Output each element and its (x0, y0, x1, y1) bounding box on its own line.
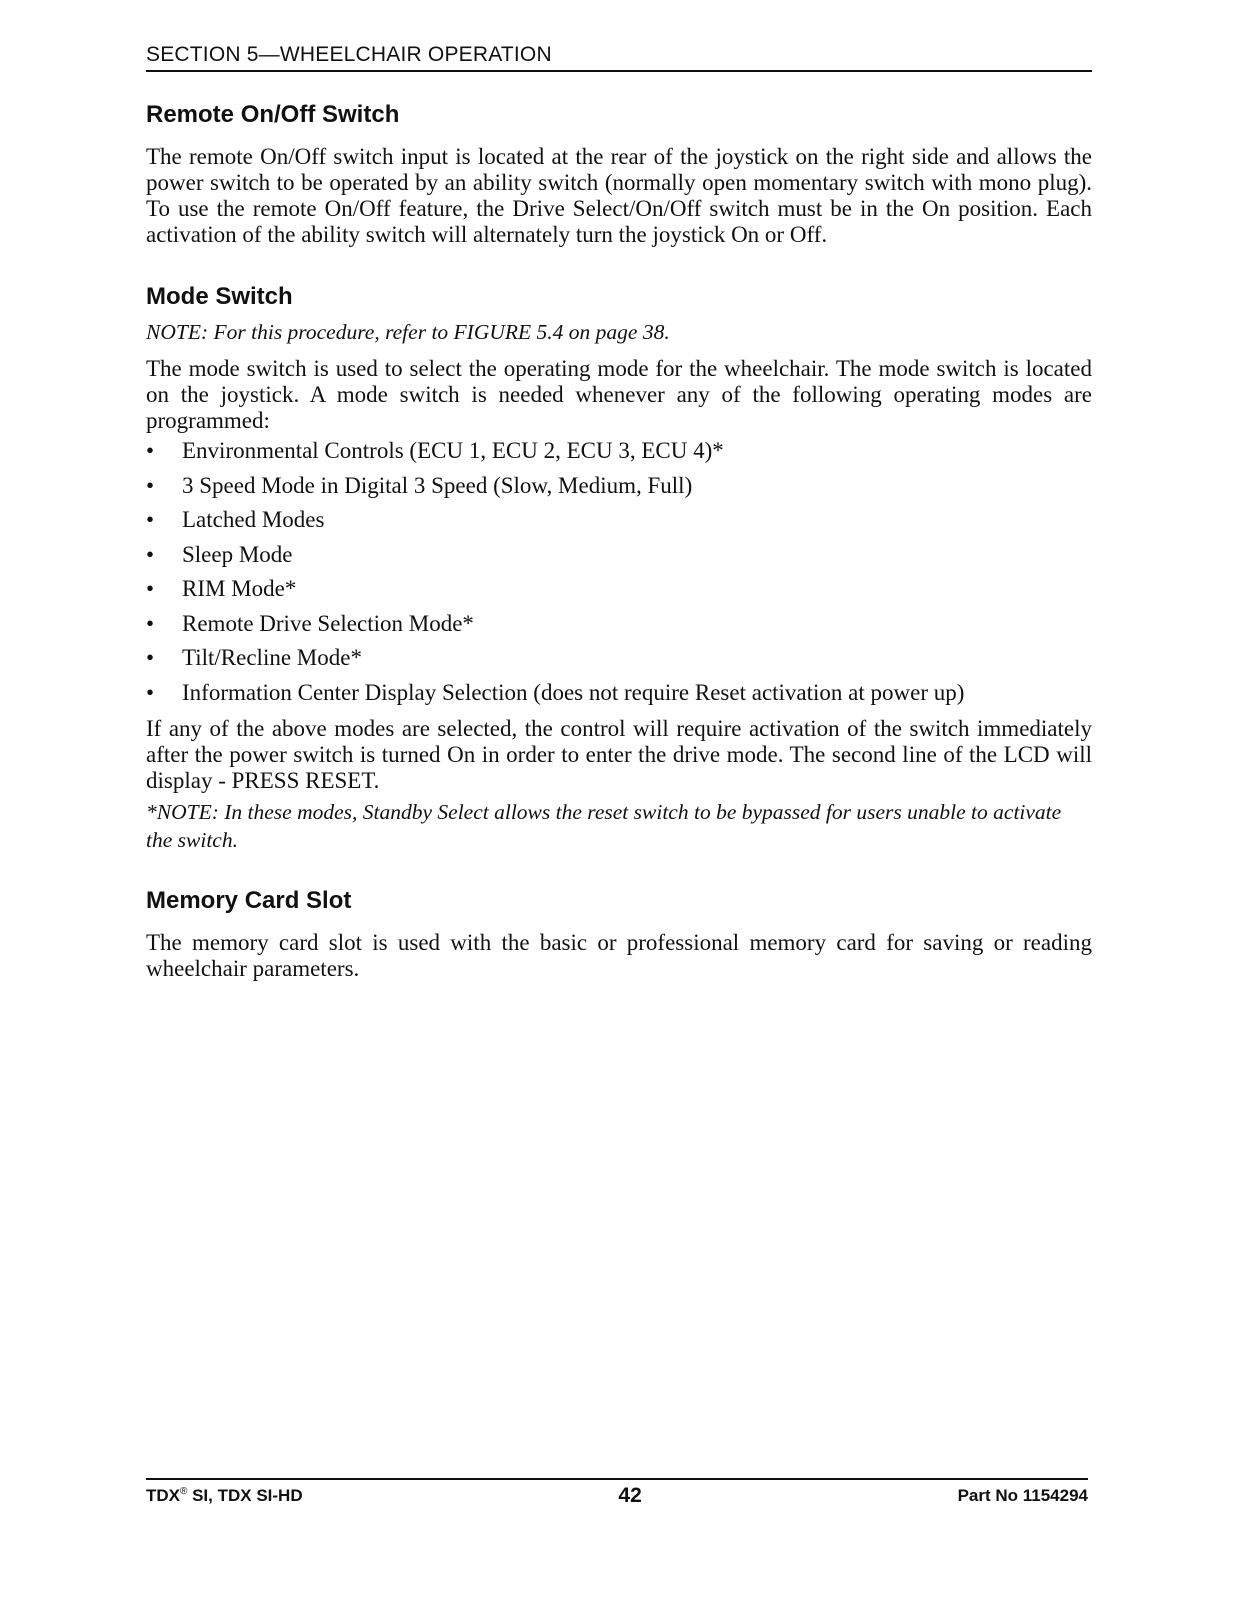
section-memory-card (146, 884, 1092, 982)
mode-switch-heading: Mode Switch (146, 283, 293, 310)
section-title: SECTION 5—WHEELCHAIR OPERATION (146, 43, 552, 66)
list-item-text: Environmental Controls (ECU 1, ECU 2, ECU 3, ECU 4)* (182, 438, 724, 463)
mode-list (146, 438, 1092, 706)
list-item-text: Sleep Mode (182, 541, 293, 567)
list-item (146, 438, 1092, 464)
list-item (146, 680, 1092, 706)
footer-product (146, 1486, 303, 1506)
bullet-icon: • (146, 679, 155, 705)
bullet-icon: • (146, 645, 155, 670)
list-item-text: Information Center Display Selection (does not require Reset activation at power up) (182, 679, 965, 705)
page-content (146, 98, 1092, 982)
list-item (146, 542, 1092, 568)
bullet-icon: • (146, 541, 155, 567)
bullet-icon: • (146, 507, 155, 532)
list-item (146, 473, 1092, 499)
section-mode-switch (146, 280, 1092, 854)
bullet-icon: • (146, 576, 155, 601)
page-number: 42 (618, 1484, 642, 1507)
remote-switch-body: The remote On/Off switch input is located at the rear of the joystick on the right side and allows the power switch to be operated by an ability switch (normally open momentary switch with mono plug). To use the remote On/Off feature, the Drive Select/On/Off switch must be in the On position. Each activation of the ability switch will alternately turn the joystick On or Off. (146, 144, 1092, 247)
list-item-text: RIM Mode* (182, 576, 297, 601)
memory-card-heading: Memory Card Slot (146, 886, 352, 914)
list-item (146, 645, 1092, 671)
registered-mark: ® (180, 1486, 188, 1497)
list-item-text: Remote Drive Selection Mode* (182, 610, 474, 636)
bullet-icon: • (146, 438, 155, 463)
list-item-text: Latched Modes (182, 507, 325, 532)
list-item-text: Tilt/Recline Mode* (182, 645, 362, 670)
list-item (146, 576, 1092, 602)
bullet-icon: • (146, 610, 155, 636)
list-item (146, 507, 1092, 533)
memory-card-body: The memory card slot is used with the basic or professional memory card for saving or reading wheelchair parameters. (146, 929, 1092, 981)
mode-switch-after-note: *NOTE: In these modes, Standby Select allows the reset switch to be bypassed for users unable to activate the switch. (146, 799, 1062, 852)
part-number: Part No 1154294 (957, 1486, 1088, 1505)
list-item-text: 3 Speed Mode in Digital 3 Speed (Slow, Medium, Full) (182, 472, 693, 498)
footer-product-models: SI, TDX SI-HD (187, 1486, 303, 1505)
section-remote-switch (146, 98, 1092, 248)
mode-switch-after: If any of the above modes are selected, the control will require activation of the switch immediately after the power switch is turned On in order to enter the drive mode. The second line of the LCD will display - PRESS RESET. (146, 715, 1092, 793)
running-footer (146, 1478, 1088, 1508)
bullet-icon: • (146, 472, 155, 498)
running-header (146, 42, 1092, 72)
mode-switch-intro: The mode switch is used to select the operating mode for the wheelchair. The mode switch is located on the joystick. A mode switch is needed whenever any of the following operating modes are programmed: (146, 356, 1092, 433)
footer-product-name: TDX (146, 1486, 180, 1505)
list-item (146, 611, 1092, 637)
mode-switch-note: NOTE: For this procedure, refer to FIGURE 5.4 on page 38. (146, 320, 670, 344)
remote-switch-heading: Remote On/Off Switch (146, 101, 400, 128)
